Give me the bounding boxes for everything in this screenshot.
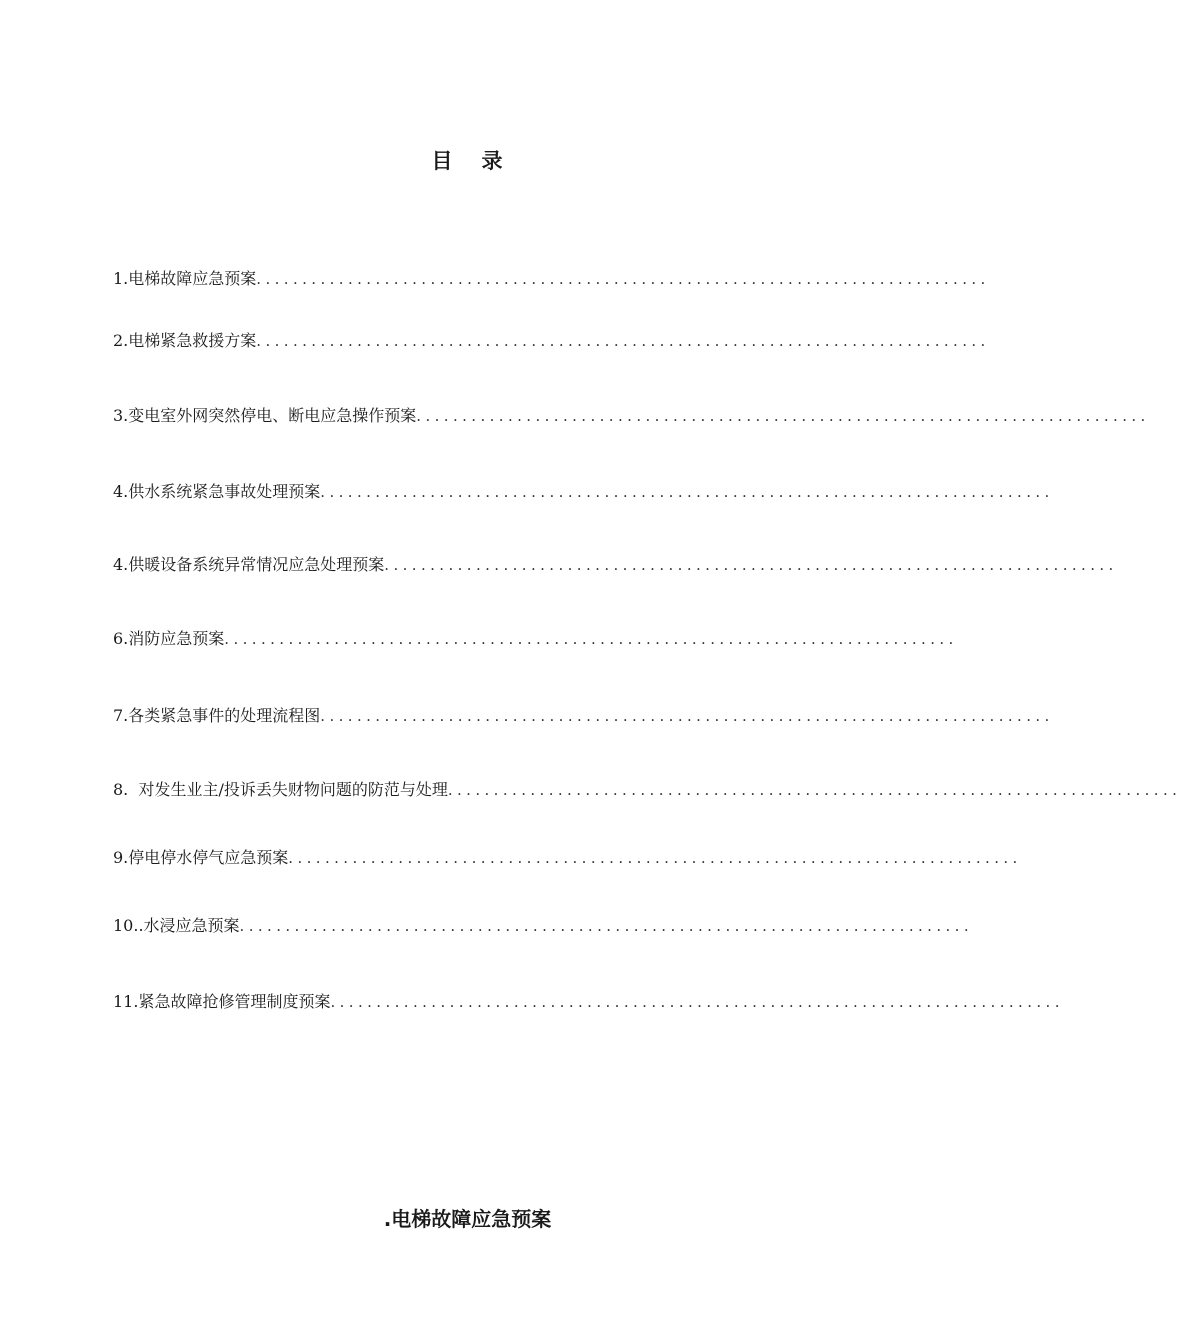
- section-heading: .电梯故障应急预案: [383, 1207, 552, 1231]
- dot-leader: ................................................................................: [384, 556, 1118, 574]
- toc-entry[interactable]: [113, 704, 1054, 728]
- toc-entry[interactable]: [113, 846, 1022, 870]
- toc-entry-label: 3.变电室外网突然停电、断电应急操作预案: [113, 406, 417, 425]
- toc-entry[interactable]: [113, 480, 1054, 504]
- toc-title-part2: 录: [481, 149, 504, 173]
- toc-entry[interactable]: [113, 553, 1118, 577]
- dot-leader: ................................................................................: [224, 630, 958, 648]
- dot-leader: ................................................................................: [239, 917, 973, 935]
- toc-entry-label: 1.电梯故障应急预案: [113, 269, 257, 288]
- toc-entry[interactable]: [113, 267, 990, 291]
- toc-entry-label: 7.各类紧急事件的处理流程图: [113, 706, 321, 725]
- dot-leader: ................................................................................: [416, 407, 1150, 425]
- toc-entry-label: 9.停电停水停气应急预案: [113, 848, 289, 867]
- toc-entry-label: 10..水浸应急预案: [113, 916, 240, 935]
- toc-entry[interactable]: [113, 404, 1150, 428]
- toc-entry-label: 4.供水系统紧急事故处理预案: [113, 482, 321, 501]
- toc-entry[interactable]: [113, 914, 973, 938]
- toc-entry-label: 2.电梯紧急救援方案: [113, 331, 257, 350]
- toc-entry[interactable]: [113, 990, 1064, 1014]
- dot-leader: ................................................................................: [320, 483, 1054, 501]
- toc-entry-label: 8. 对发生业主/投诉丢失财物问题的防范与处理: [113, 780, 448, 799]
- toc-entry-label: 6.消防应急预案: [113, 629, 225, 648]
- toc-entry[interactable]: [113, 627, 958, 651]
- toc-entry-label: 4.供暖设备系统异常情况应急处理预案: [113, 555, 385, 574]
- toc-entry[interactable]: [113, 778, 1181, 802]
- dot-leader: ................................................................................: [256, 332, 990, 350]
- dot-leader: ................................................................................: [447, 781, 1181, 799]
- dot-leader: ................................................................................: [330, 993, 1064, 1011]
- dot-leader: ................................................................................: [320, 707, 1054, 725]
- dot-leader: ................................................................................: [288, 849, 1022, 867]
- dot-leader: ................................................................................: [256, 270, 990, 288]
- toc-title-part1: 目: [431, 149, 454, 173]
- toc-title: [0, 145, 935, 175]
- toc-entry[interactable]: [113, 329, 990, 353]
- toc-entry-label: 11.紧急故障抢修管理制度预案: [113, 992, 331, 1011]
